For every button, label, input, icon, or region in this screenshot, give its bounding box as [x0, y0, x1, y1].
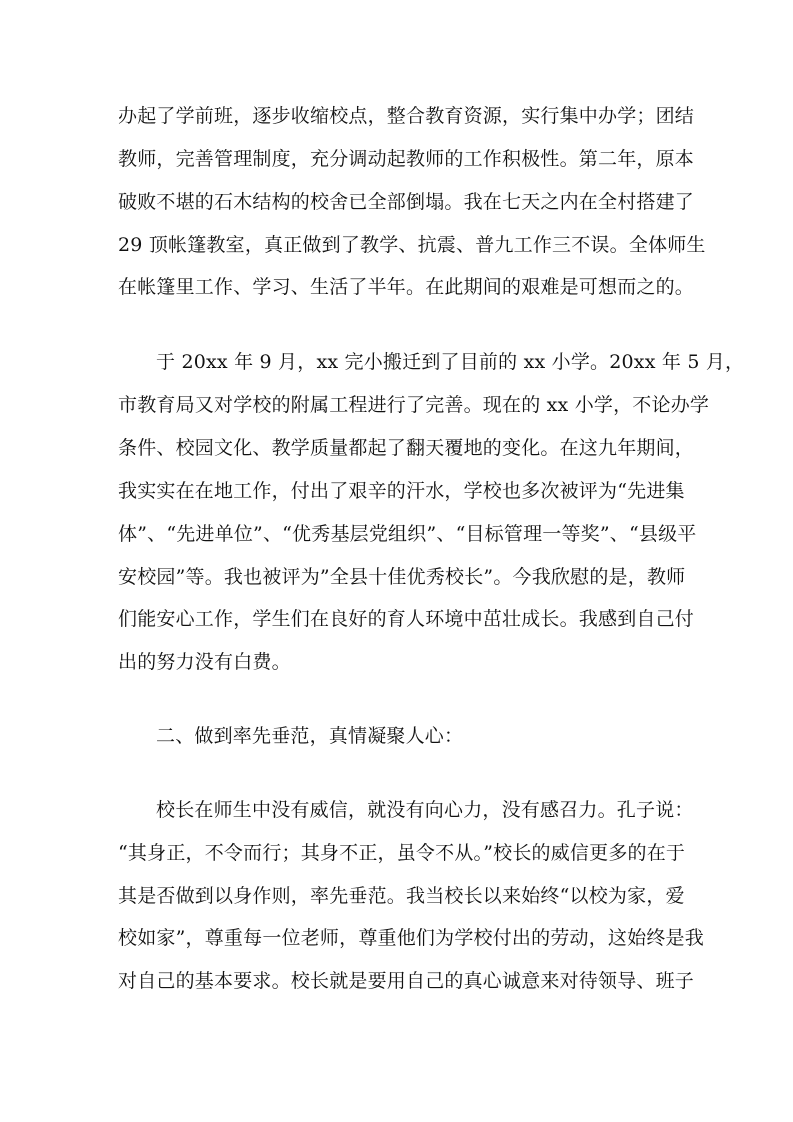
- paragraph-2-line-7: 们能安心工作，学生们在良好的育人环境中茁壮成长。我感到自己付: [118, 608, 695, 630]
- paragraph-1-line-4: 29 顶帐篷教室，真正做到了教学、抗震、普九工作三不误。全体师生: [118, 234, 706, 256]
- paragraph-1-line-3: 破败不堪的石木结构的校舍已全部倒塌。我在七天之内在全村搭建了: [118, 191, 695, 213]
- paragraph-2-line-5: 体”、“先进单位”、“优秀基层党组织”、“目标管理一等奖”、“县级平: [118, 523, 697, 545]
- paragraph-2-line-6: 安校园”等。我也被评为”全县十佳优秀校长”。今我欣慰的是，教师: [118, 566, 686, 588]
- paragraph-2-line-1: 于 20xx 年 9 月，xx 完小搬迁到了目前的 xx 小学。20xx 年 5 月，: [156, 351, 745, 373]
- paragraph-3-line-2: “其身正，不令而行；其身不正，虽令不从。”校长的威信更多的在于: [118, 842, 686, 864]
- paragraph-2-line-3: 条件、校园文化、教学质量都起了翻天覆地的变化。在这九年期间，: [118, 437, 695, 459]
- paragraph-3-line-5: 对自己的基本要求。校长就是要用自己的真心诚意来对待领导、班子: [118, 970, 695, 992]
- paragraph-3-line-4: 校如家”，尊重每一位老师，尊重他们为学校付出的劳动，这始终是我: [118, 927, 704, 949]
- paragraph-1-line-2: 教师，完善管理制度，充分调动起教师的工作积极性。第二年，原本: [118, 148, 695, 170]
- paragraph-1-line-1: 办起了学前班，逐步收缩校点，整合教育资源，实行集中办学；团结: [118, 105, 695, 127]
- section-heading: 二、做到率先垂范，真情凝聚人心：: [156, 725, 464, 747]
- paragraph-1-line-5: 在帐篷里工作、学习、生活了半年。在此期间的艰难是可想而之的。: [118, 276, 695, 298]
- paragraph-3-line-1: 校长在师生中没有威信，就没有向心力，没有感召力。孔子说：: [156, 799, 694, 821]
- paragraph-2-line-4: 我实实在在地工作，付出了艰辛的汗水，学校也多次被评为“先进集: [118, 480, 685, 502]
- paragraph-2-line-8: 出的努力没有白费。: [118, 651, 291, 673]
- paragraph-2-line-2: 市教育局又对学校的附属工程进行了完善。现在的 xx 小学，不论办学: [118, 394, 710, 416]
- paragraph-3-line-3: 其是否做到以身作则，率先垂范。我当校长以来始终“以校为家，爱: [118, 885, 685, 907]
